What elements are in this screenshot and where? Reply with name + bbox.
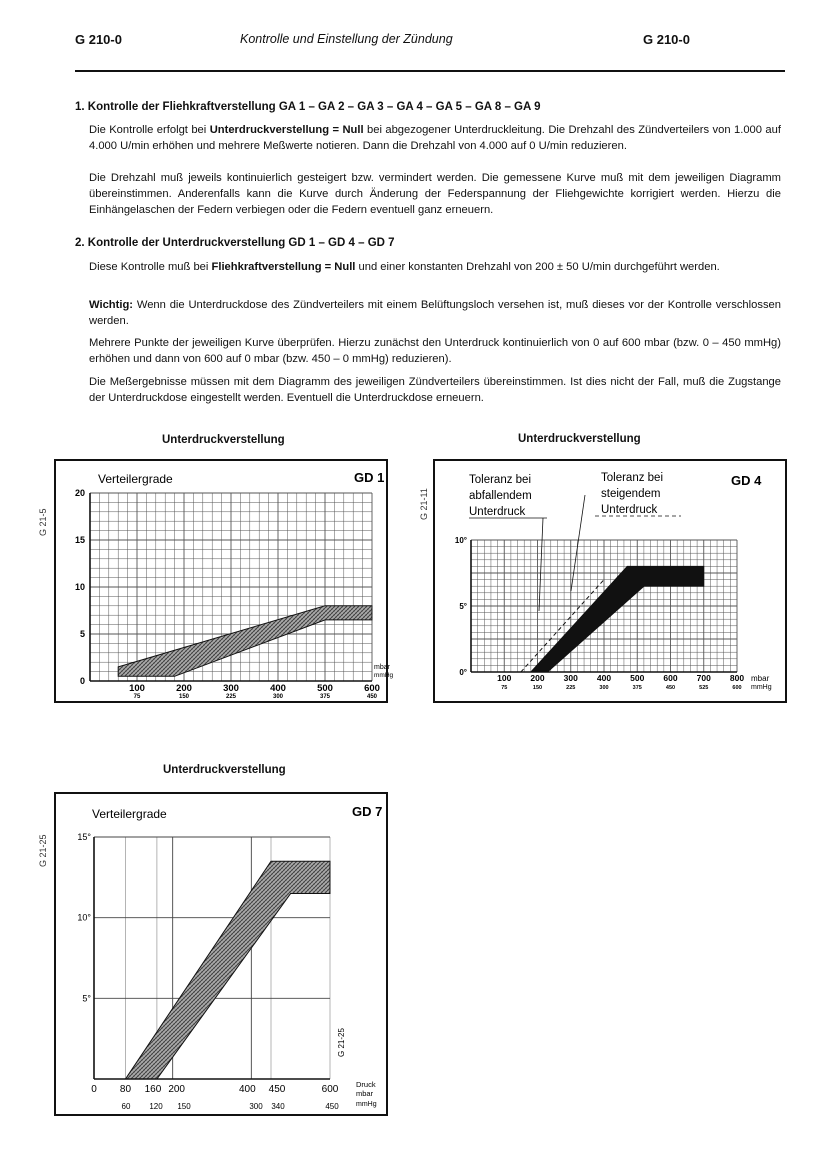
gd7-tolerance-band xyxy=(125,861,330,1079)
page-code-left: G 210-0 xyxy=(75,32,122,47)
x-tick-label-mbar: 500 xyxy=(317,683,333,694)
x-tick-label-mbar: 200 xyxy=(530,673,545,683)
page-title: Kontrolle und Einstellung der Zündung xyxy=(240,32,453,46)
y-tick-label: 15 xyxy=(74,535,85,545)
chart-title-gd7: Unterdruckverstellung xyxy=(163,764,286,776)
chart-title-gd1: Unterdruckverstellung xyxy=(162,434,285,446)
x-tick-label-mmhg: 375 xyxy=(319,694,331,700)
section2-paragraph4: Die Meßergebnisse müssen mit dem Diagramm des jeweiligen Zündverteilers übereinstimmen. Ist dies nicht der Fall, muß die Zugstange der Unterdruckdose eingestellt werden. Eventuell die Unterdruckdose erneuern. xyxy=(89,376,781,404)
chart-gd7 xyxy=(54,792,388,1116)
section2-paragraph2: Wichtig: Wenn die Unterdruckdose des Zündverteilers mit einem Belüftungsloch versehen ist, muß dieses vor der Kontrolle verschlossen werden. xyxy=(89,299,781,327)
x-unit-label-mmhg: mmHg xyxy=(356,1101,377,1108)
x-tick-label-mbar: 100 xyxy=(497,673,512,683)
annotation-rising-pressure: Toleranz bei xyxy=(601,472,664,484)
important-label: Wichtig: xyxy=(89,299,134,311)
x-tick-label-mmhg: 150 xyxy=(177,1102,191,1111)
x-tick-label-mbar: 200 xyxy=(168,1084,186,1095)
chart-gd4 xyxy=(433,459,787,703)
gd1-tolerance-band xyxy=(118,606,372,677)
inner-side-label: G 21-25 xyxy=(337,1028,346,1057)
x-tick-label-mmhg: 225 xyxy=(566,685,576,691)
x-tick-label-mbar: 160 xyxy=(144,1084,162,1095)
section2-paragraph1: Diese Kontrolle muß bei Fliehkraftverstellung = Null und einer konstanten Drehzahl von 200 ± 50 U/min durchgeführt werden. xyxy=(89,261,720,273)
x-tick-label-mmhg: 600 xyxy=(732,685,742,691)
x-tick-label-mbar: 300 xyxy=(223,683,239,694)
x-tick-label-mmhg: 375 xyxy=(632,685,642,691)
chart-id-label: GD 1 xyxy=(354,470,385,485)
x-tick-label-mbar: 700 xyxy=(696,673,711,683)
x-unit-label-mmhg: mmHg xyxy=(374,672,394,679)
x-tick-label-mmhg: 450 xyxy=(366,694,378,700)
x-tick-label-mbar: 400 xyxy=(238,1084,256,1095)
x-tick-label-mmhg: 120 xyxy=(149,1102,163,1111)
y-tick-label: 10° xyxy=(454,536,467,545)
chart-side-label-gd4: G 21-11 xyxy=(419,488,429,520)
x-tick-label-mbar: 600 xyxy=(321,1084,339,1095)
x-tick-label-mmhg: 525 xyxy=(699,685,709,691)
x-tick-label-mmhg: 340 xyxy=(271,1102,285,1111)
chart-id-label: GD 4 xyxy=(731,473,762,488)
x-unit-label-mmhg: mmHg xyxy=(751,684,772,691)
emphasis: Unterdruckverstellung = Null xyxy=(209,124,364,136)
y-tick-label: 10° xyxy=(77,912,91,923)
y-axis-label: Verteilergrade xyxy=(98,472,173,486)
chart-title-gd4: Unterdruckverstellung xyxy=(518,433,641,445)
annotation-falling-pressure: abfallendem xyxy=(469,490,532,502)
chart-gd1-svg xyxy=(56,461,394,701)
x-tick-label-mbar: 600 xyxy=(364,683,380,694)
x-tick-label-mbar: 400 xyxy=(270,683,286,694)
x-tick-label-mmhg: 450 xyxy=(325,1102,339,1111)
annotation-rising-pressure: steigendem xyxy=(601,488,661,500)
x-tick-label-mmhg: 225 xyxy=(225,694,237,700)
chart-side-label-gd1: G 21-5 xyxy=(38,508,48,536)
x-tick-label-mbar: 200 xyxy=(176,683,192,694)
chart-id-label: GD 7 xyxy=(352,804,383,819)
x-tick-label-mmhg: 450 xyxy=(665,685,676,691)
annotation-falling-pressure: Unterdruck xyxy=(469,506,526,518)
x-tick-label-mmhg: 75 xyxy=(501,685,508,691)
section2-heading: 2. Kontrolle der Unterdruckverstellung GD 1 – GD 4 – GD 7 xyxy=(75,237,395,249)
y-tick-label: 15° xyxy=(77,832,91,842)
x-tick-label-mbar: 800 xyxy=(729,673,745,683)
annotation-leader-right xyxy=(571,495,585,591)
x-tick-label-mbar: 600 xyxy=(663,673,678,683)
chart-gd1 xyxy=(54,459,394,703)
header-rule xyxy=(75,70,785,72)
y-tick-label: 0° xyxy=(459,668,467,677)
x-tick-label-mbar: 100 xyxy=(129,683,145,694)
chart-gd4-svg xyxy=(435,461,785,701)
x-unit-label-mbar: mbar xyxy=(356,1089,374,1098)
x-tick-label-mmhg: 150 xyxy=(178,694,190,700)
page-code-right: G 210-0 xyxy=(643,32,690,47)
x-tick-label-mbar: 400 xyxy=(596,673,612,683)
y-axis-label: Verteilergrade xyxy=(92,807,167,821)
x-tick-label-mmhg: 60 xyxy=(121,1102,131,1111)
y-tick-label: 5° xyxy=(459,602,467,611)
annotation-rising-pressure: Unterdruck xyxy=(601,504,658,516)
x-unit-label-druck: Druck xyxy=(356,1080,376,1089)
x-tick-label-mmhg: 75 xyxy=(133,694,141,700)
section1-paragraph1: Die Kontrolle erfolgt bei Unterdruckverstellung = Null bei abgezogener Unterdruckleitung. Die Drehzahl des Zündverteilers von 1.000 auf 4.000 U/min erhöhen und mehrere Meßwerte notieren. Dann die Drehzahl von 4.000 auf 0 U/min reduzieren. xyxy=(89,124,781,152)
x-tick-label-mmhg: 300 xyxy=(249,1102,263,1111)
chart-side-label-gd7: G 21-25 xyxy=(38,834,48,867)
y-tick-label: 5 xyxy=(79,629,85,639)
x-tick-label-mmhg: 300 xyxy=(599,685,609,691)
y-tick-label: 5° xyxy=(82,993,91,1004)
section2-paragraph3: Mehrere Punkte der jeweiligen Kurve überprüfen. Hierzu zunächst den Unterdruck kontinuierlich von 0 auf 600 mbar (bzw. 0 – 450 mmHg) erhöhen und dann von 600 auf 0 mbar (bzw. 450 – 0 mmHg) reduzieren). xyxy=(89,337,781,365)
x-tick-label-mbar: 0 xyxy=(91,1084,97,1095)
x-tick-label-mbar: 80 xyxy=(119,1084,132,1095)
x-tick-label-mbar: 300 xyxy=(563,673,578,683)
emphasis: Fliehkraftverstellung = Null xyxy=(211,261,356,273)
section1-paragraph2: Die Drehzahl muß jeweils kontinuierlich gesteigert bzw. vermindert werden. Die gemessene Kurve muß mit dem jeweiligen Diagramm übereinstimmen. Anderenfalls kann die Kurve durch Änderung der Federspannung der Fliehgewichte korrigiert werden. Hierzu die Einhängelaschen der Federn verbiegen oder die Federn eventuell ganz erneuern. xyxy=(89,172,781,216)
x-unit-label-mbar: mbar xyxy=(374,664,390,671)
x-tick-label-mbar: 500 xyxy=(630,673,645,683)
annotation-falling-pressure: Toleranz bei xyxy=(469,474,532,486)
x-tick-label-mbar: 450 xyxy=(268,1084,286,1095)
annotation-leader-left xyxy=(539,518,543,611)
y-tick-label: 0 xyxy=(79,676,85,686)
x-tick-label-mmhg: 150 xyxy=(532,685,543,691)
y-tick-label: 10 xyxy=(74,582,85,592)
x-tick-label-mmhg: 300 xyxy=(272,694,284,700)
section1-heading: 1. Kontrolle der Fliehkraftverstellung GA 1 – GA 2 – GA 3 – GA 4 – GA 5 – GA 8 – GA 9 xyxy=(75,101,541,113)
y-tick-label: 20 xyxy=(74,488,85,498)
chart-gd7-svg xyxy=(56,794,386,1114)
x-unit-label-mbar: mbar xyxy=(751,674,770,683)
